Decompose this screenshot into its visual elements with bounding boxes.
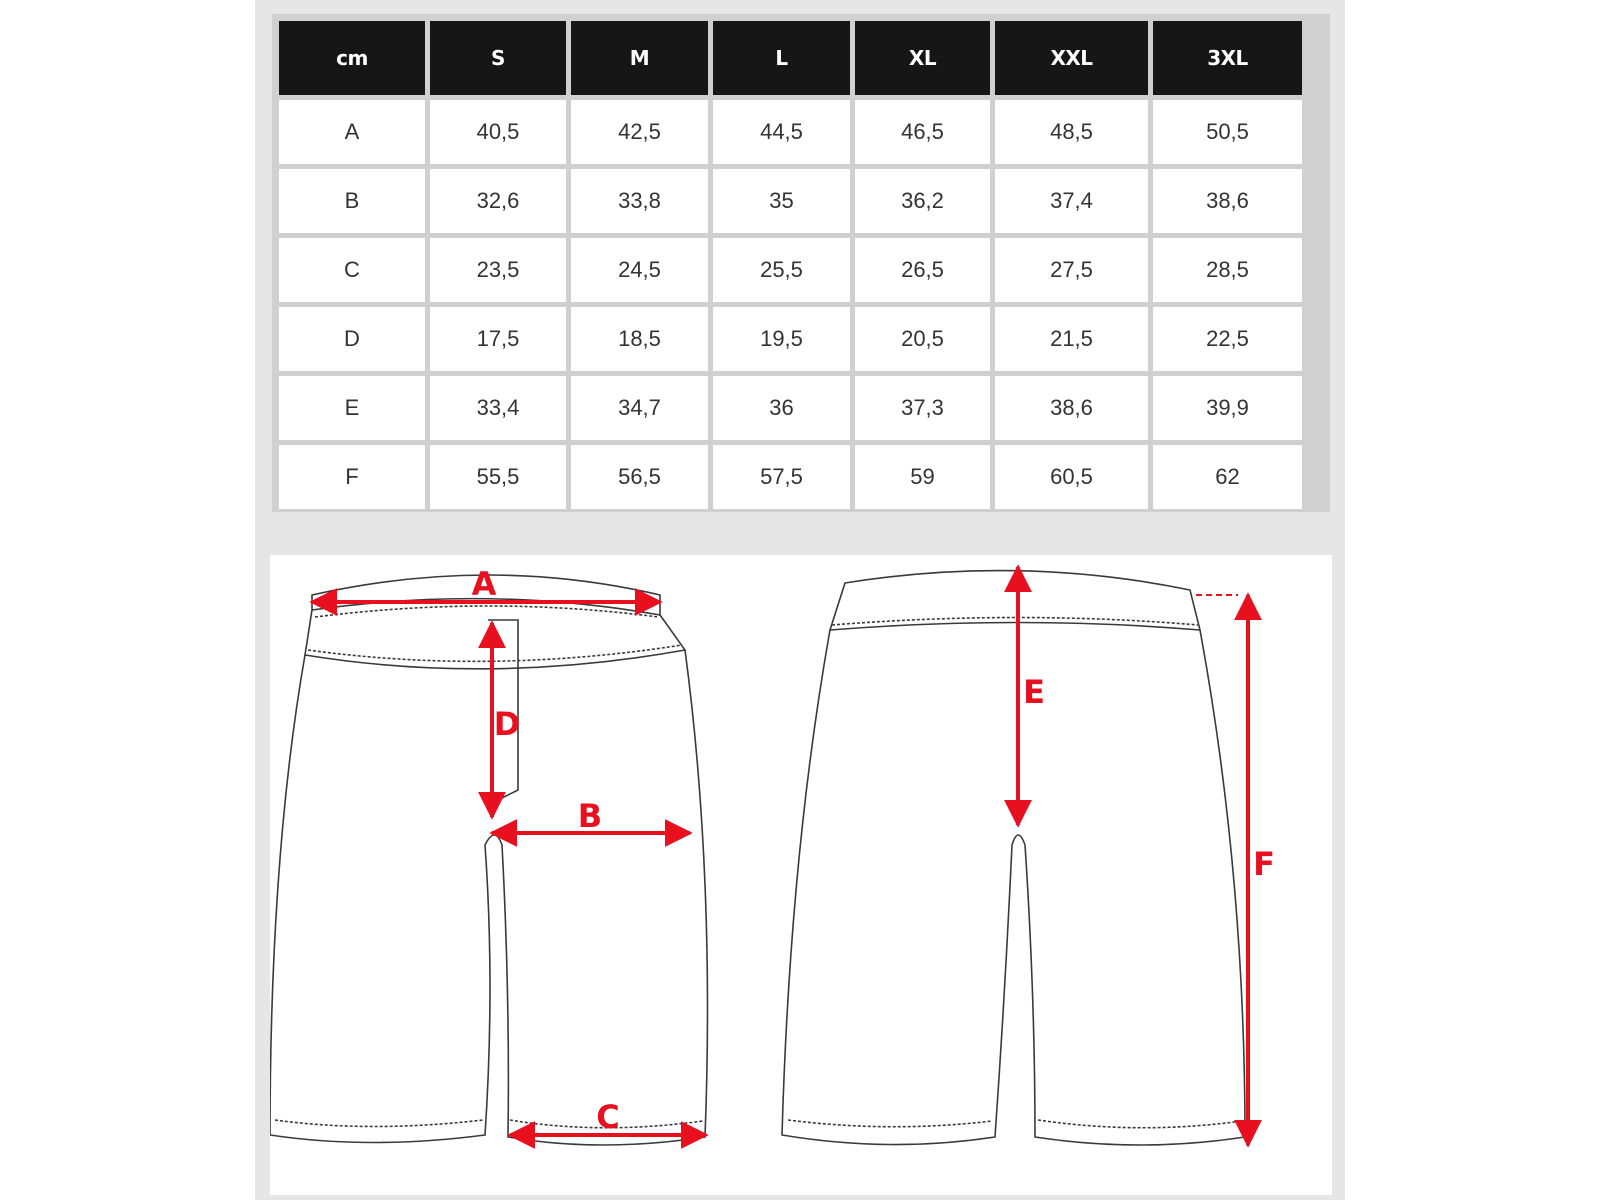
table-cell: 37,4 — [995, 169, 1148, 233]
header-size-s: S — [430, 21, 566, 95]
row-label: A — [279, 100, 425, 164]
table-cell: 37,3 — [855, 376, 990, 440]
table-row — [279, 238, 1302, 302]
table-cell: 34,7 — [571, 376, 708, 440]
label-d: D — [493, 705, 521, 743]
shorts-diagram-svg — [270, 555, 1332, 1195]
table-cell: 23,5 — [430, 238, 566, 302]
row-label: F — [279, 445, 425, 509]
table-cell: 62 — [1153, 445, 1302, 509]
row-label: B — [279, 169, 425, 233]
table-cell: 24,5 — [571, 238, 708, 302]
table-cell: 20,5 — [855, 307, 990, 371]
table-cell: 33,8 — [571, 169, 708, 233]
back-shorts-outline — [782, 571, 1245, 1145]
table-cell: 50,5 — [1153, 100, 1302, 164]
table-cell: 36,2 — [855, 169, 990, 233]
measure-b — [492, 797, 690, 835]
label-f: F — [1253, 845, 1275, 883]
front-shorts-outline — [270, 575, 708, 1145]
table-cell: 44,5 — [713, 100, 850, 164]
row-label: E — [279, 376, 425, 440]
table-cell: 38,6 — [995, 376, 1148, 440]
table-cell: 48,5 — [995, 100, 1148, 164]
table-cell: 46,5 — [855, 100, 990, 164]
table-cell: 38,6 — [1153, 169, 1302, 233]
size-table — [274, 16, 1307, 514]
table-cell: 39,9 — [1153, 376, 1302, 440]
row-label: D — [279, 307, 425, 371]
table-cell: 18,5 — [571, 307, 708, 371]
table-cell: 28,5 — [1153, 238, 1302, 302]
header-size-xl: XL — [855, 21, 990, 95]
table-row — [279, 376, 1302, 440]
header-size-m: M — [571, 21, 708, 95]
table-cell: 56,5 — [571, 445, 708, 509]
table-cell: 33,4 — [430, 376, 566, 440]
table-cell: 21,5 — [995, 307, 1148, 371]
table-cell: 19,5 — [713, 307, 850, 371]
label-e: E — [1023, 673, 1045, 711]
header-size-xxl: XXL — [995, 21, 1148, 95]
header-unit: cm — [279, 21, 425, 95]
table-cell: 17,5 — [430, 307, 566, 371]
table-cell: 60,5 — [995, 445, 1148, 509]
table-row — [279, 307, 1302, 371]
table-cell: 27,5 — [995, 238, 1148, 302]
table-cell: 32,6 — [430, 169, 566, 233]
table-cell: 25,5 — [713, 238, 850, 302]
table-cell: 36 — [713, 376, 850, 440]
table-cell: 40,5 — [430, 100, 566, 164]
table-header-row — [279, 21, 1302, 95]
label-b: B — [577, 797, 603, 835]
table-cell: 22,5 — [1153, 307, 1302, 371]
table-cell: 26,5 — [855, 238, 990, 302]
table-cell: 35 — [713, 169, 850, 233]
table-cell: 57,5 — [713, 445, 850, 509]
table-row — [279, 445, 1302, 509]
measurement-diagram — [270, 555, 1332, 1195]
header-size-l: L — [713, 21, 850, 95]
table-row — [279, 169, 1302, 233]
row-label: C — [279, 238, 425, 302]
table-cell: 55,5 — [430, 445, 566, 509]
table-row — [279, 100, 1302, 164]
label-c: C — [596, 1098, 620, 1136]
header-size-3xl: 3XL — [1153, 21, 1302, 95]
measure-d — [492, 623, 520, 817]
table-cell: 42,5 — [571, 100, 708, 164]
table-cell: 59 — [855, 445, 990, 509]
label-a: A — [471, 565, 497, 603]
measure-c — [510, 1098, 706, 1136]
